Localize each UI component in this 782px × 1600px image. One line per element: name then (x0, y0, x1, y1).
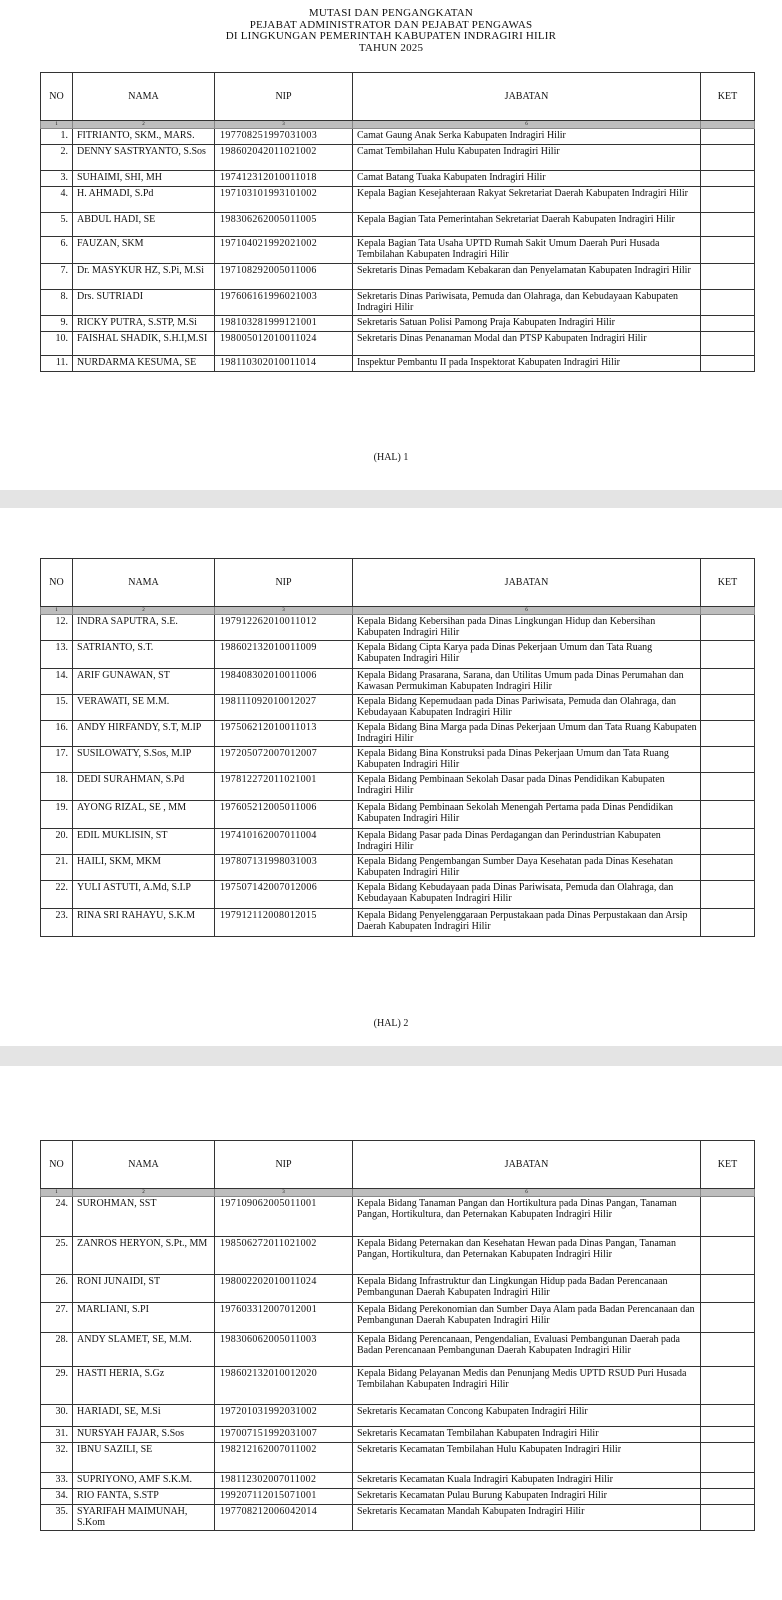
table-row (41, 356, 755, 372)
cell-jabatan: Sekretaris Kecamatan Pulau Burung Kabupaten Indragiri Hilir (353, 1489, 701, 1505)
cell-ket (701, 695, 755, 721)
cell-nama: SYARIFAH MAIMUNAH, S.Kom (73, 1505, 215, 1531)
table-row (41, 695, 755, 721)
cell-jabatan: Sekretaris Dinas Pariwisata, Pemuda dan Olahraga, dan Kebudayaan Kabupaten Indragiri Hilir (353, 290, 701, 316)
header-nama: NAMA (73, 559, 215, 607)
table-row (41, 747, 755, 773)
cell-ket (701, 801, 755, 829)
cell-nip: 197410162007011004 (215, 829, 353, 855)
cell-nip: 198002202010011024 (215, 1275, 353, 1303)
table-row (41, 129, 755, 145)
title-line-1: MUTASI DAN PENGANGKATAN (308, 7, 474, 19)
page-footer-1: (HAL) 1 (373, 452, 409, 463)
cell-nip: 197108292005011006 (215, 264, 353, 290)
header-row (41, 1141, 755, 1189)
cell-no: 26. (41, 1275, 73, 1303)
table-row (41, 316, 755, 332)
cell-ket (701, 316, 755, 332)
cell-nama: RICKY PUTRA, S.STP, M.Si (73, 316, 215, 332)
table-row (41, 187, 755, 213)
cell-no: 17. (41, 747, 73, 773)
cell-ket (701, 171, 755, 187)
cell-nip: 198602132010011009 (215, 641, 353, 669)
cell-ket (701, 1489, 755, 1505)
table-row (41, 145, 755, 171)
cell-jabatan: Kepala Bidang Prasarana, Sarana, dan Utilitas Umum pada Dinas Perumahan dan Kawasan Permukiman Kabupaten Indragiri Hilir (353, 669, 701, 695)
cell-nip: 197104021992021002 (215, 237, 353, 264)
cell-ket (701, 881, 755, 909)
cell-nama: SATRIANTO, S.T. (73, 641, 215, 669)
cell-ket (701, 1237, 755, 1275)
cell-no: 8. (41, 290, 73, 316)
cell-nip: 198506272011021002 (215, 1237, 353, 1275)
cell-nama: SUSILOWATY, S.Sos, M.IP (73, 747, 215, 773)
cell-nama: ANDY SLAMET, SE, M.M. (73, 1333, 215, 1367)
cell-ket (701, 187, 755, 213)
cell-no: 11. (41, 356, 73, 372)
cell-ket (701, 290, 755, 316)
cell-ket (701, 721, 755, 747)
cell-nama: NURSYAH FAJAR, S.Sos (73, 1427, 215, 1443)
column-number: 1 (41, 121, 73, 129)
table-row (41, 264, 755, 290)
column-number (701, 121, 755, 129)
cell-nip: 198103281999121001 (215, 316, 353, 332)
cell-no: 4. (41, 187, 73, 213)
cell-ket (701, 1275, 755, 1303)
cell-no: 12. (41, 615, 73, 641)
table-row (41, 1197, 755, 1237)
header-jabatan: JABATAN (353, 1141, 701, 1189)
cell-jabatan: Camat Batang Tuaka Kabupaten Indragiri Hilir (353, 171, 701, 187)
cell-jabatan: Kepala Bidang Kebudayaan pada Dinas Pariwisata, Pemuda dan Olahraga, dan Kebudayaan Kabupaten Indragiri Hilir (353, 881, 701, 909)
cell-no: 33. (41, 1473, 73, 1489)
cell-no: 1. (41, 129, 73, 145)
cell-ket (701, 237, 755, 264)
cell-nip: 198111092010012027 (215, 695, 353, 721)
cell-nip: 197201031992031002 (215, 1405, 353, 1427)
column-number-row (41, 607, 755, 615)
column-number: 1 (41, 1189, 73, 1197)
cell-nip: 197603312007012001 (215, 1303, 353, 1333)
column-number: 6 (353, 1189, 701, 1197)
document-title (0, 8, 782, 54)
cell-nip: 197205072007012007 (215, 747, 353, 773)
table-row (41, 1443, 755, 1473)
column-number: 3 (215, 121, 353, 129)
column-number: 1 (41, 607, 73, 615)
table-row (41, 213, 755, 237)
page-footer-2: (HAL) 2 (373, 1018, 409, 1029)
cell-nama: HARIADI, SE, M.Si (73, 1405, 215, 1427)
cell-jabatan: Sekretaris Dinas Penanaman Modal dan PTSP Kabupaten Indragiri Hilir (353, 332, 701, 356)
cell-jabatan: Kepala Bidang Perencanaan, Pengendalian, Evaluasi Pembangunan Daerah pada Badan Perencanaan Pembangunan Daerah Kabupaten Indragiri Hilir (353, 1333, 701, 1367)
table-row (41, 1237, 755, 1275)
table-row (41, 290, 755, 316)
table-row (41, 669, 755, 695)
cell-nip: 197506212010011013 (215, 721, 353, 747)
cell-jabatan: Kepala Bidang Kebersihan pada Dinas Lingkungan Hidup dan Kebersihan Kabupaten Indragiri Hilir (353, 615, 701, 641)
cell-ket (701, 1427, 755, 1443)
column-number (701, 607, 755, 615)
cell-ket (701, 1197, 755, 1237)
cell-nama: ABDUL HADI, SE (73, 213, 215, 237)
cell-nip: 198110302010011014 (215, 356, 353, 372)
header-row (41, 73, 755, 121)
title-line-3: DI LINGKUNGAN PEMERINTAH KABUPATEN INDRAGIRI HILIR (225, 30, 557, 42)
cell-ket (701, 1473, 755, 1489)
header-row (41, 559, 755, 607)
cell-nip: 198306262005011005 (215, 213, 353, 237)
cell-nip: 198005012010011024 (215, 332, 353, 356)
title-line-4: TAHUN 2025 (358, 41, 424, 54)
cell-ket (701, 615, 755, 641)
cell-nama: INDRA SAPUTRA, S.E. (73, 615, 215, 641)
column-number: 2 (73, 121, 215, 129)
cell-jabatan: Kepala Bidang Peternakan dan Kesehatan Hewan pada Dinas Pangan, Tanaman Pangan, Hortikultura, dan Peternakan Kabupaten Indragiri Hilir (353, 1237, 701, 1275)
cell-nip: 198602042011021002 (215, 145, 353, 171)
column-number: 6 (353, 607, 701, 615)
table-row (41, 1275, 755, 1303)
document-page-1 (0, 0, 782, 490)
cell-ket (701, 1367, 755, 1405)
cell-ket (701, 1443, 755, 1473)
cell-jabatan: Sekretaris Kecamatan Mandah Kabupaten Indragiri Hilir (353, 1505, 701, 1531)
cell-ket (701, 855, 755, 881)
cell-jabatan: Kepala Bidang Infrastruktur dan Lingkungan Hidup pada Badan Perencanaan Pembangunan Daerah Kabupaten Indragiri Hilir (353, 1275, 701, 1303)
page-separator (0, 490, 782, 508)
cell-nama: SUROHMAN, SST (73, 1197, 215, 1237)
page-separator (0, 1046, 782, 1066)
column-number: 6 (353, 121, 701, 129)
cell-nip: 197912262010011012 (215, 615, 353, 641)
cell-no: 14. (41, 669, 73, 695)
cell-nama: DEDI SURAHMAN, S.Pd (73, 773, 215, 801)
cell-jabatan: Sekretaris Kecamatan Tembilahan Hulu Kabupaten Indragiri Hilir (353, 1443, 701, 1473)
cell-nama: FAUZAN, SKM (73, 237, 215, 264)
cell-no: 13. (41, 641, 73, 669)
cell-nama: ANDY HIRFANDY, S.T, M.IP (73, 721, 215, 747)
cell-jabatan: Kepala Bidang Kepemudaan pada Dinas Pariwisata, Pemuda dan Olahraga, dan Kebudayaan Kabupaten Indragiri Hilir (353, 695, 701, 721)
cell-jabatan: Kepala Bidang Cipta Karya pada Dinas Pekerjaan Umum dan Tata Ruang Kabupaten Indragiri Hilir (353, 641, 701, 669)
cell-nip: 198602132010012020 (215, 1367, 353, 1405)
header-ket: KET (701, 73, 755, 121)
cell-ket (701, 909, 755, 937)
cell-nip: 198212162007011002 (215, 1443, 353, 1473)
table-row (41, 909, 755, 937)
cell-no: 16. (41, 721, 73, 747)
cell-nip: 198408302010011006 (215, 669, 353, 695)
cell-jabatan: Kepala Bidang Pelayanan Medis dan Penunjang Medis UPTD RSUD Puri Husada Tembilahan Kabupaten Indragiri Hilir (353, 1367, 701, 1405)
cell-ket (701, 145, 755, 171)
column-number (701, 1189, 755, 1197)
cell-nama: H. AHMADI, S.Pd (73, 187, 215, 213)
cell-nip: 197812272011021001 (215, 773, 353, 801)
cell-no: 32. (41, 1443, 73, 1473)
cell-nip: 197103101993101002 (215, 187, 353, 213)
cell-nama: FAISHAL SHADIK, S.H.I,M.SI (73, 332, 215, 356)
cell-ket (701, 669, 755, 695)
cell-nip: 198112302007011002 (215, 1473, 353, 1489)
cell-nip: 197912112008012015 (215, 909, 353, 937)
table-row (41, 881, 755, 909)
cell-nip: 198306062005011003 (215, 1333, 353, 1367)
cell-jabatan: Sekretaris Kecamatan Concong Kabupaten Indragiri Hilir (353, 1405, 701, 1427)
cell-no: 6. (41, 237, 73, 264)
cell-ket (701, 356, 755, 372)
cell-ket (701, 1505, 755, 1531)
cell-jabatan: Kepala Bagian Tata Usaha UPTD Rumah Sakit Umum Daerah Puri Husada Tembilahan Kabupaten Indragiri Hilir (353, 237, 701, 264)
cell-nip: 197007151992031007 (215, 1427, 353, 1443)
document-page-3 (0, 1066, 782, 1600)
cell-no: 24. (41, 1197, 73, 1237)
table-row (41, 332, 755, 356)
column-number: 2 (73, 607, 215, 615)
header-nama: NAMA (73, 73, 215, 121)
cell-jabatan: Kepala Bidang Penyelenggaraan Perpustakaan pada Dinas Perpustakaan dan Arsip Daerah Kabupaten Indragiri Hilir (353, 909, 701, 937)
cell-ket (701, 829, 755, 855)
cell-nip: 197708212006042014 (215, 1505, 353, 1531)
cell-nama: MARLIANI, S.PI (73, 1303, 215, 1333)
header-jabatan: JABATAN (353, 73, 701, 121)
cell-no: 23. (41, 909, 73, 937)
header-no: NO (41, 1141, 73, 1189)
table-row (41, 1505, 755, 1531)
cell-no: 27. (41, 1303, 73, 1333)
cell-nama: HAILI, SKM, MKM (73, 855, 215, 881)
cell-no: 31. (41, 1427, 73, 1443)
header-ket: KET (701, 559, 755, 607)
cell-no: 28. (41, 1333, 73, 1367)
cell-jabatan: Sekretaris Satuan Polisi Pamong Praja Kabupaten Indragiri Hilir (353, 316, 701, 332)
cell-no: 19. (41, 801, 73, 829)
cell-ket (701, 773, 755, 801)
cell-nip: 197605212005011006 (215, 801, 353, 829)
title-line-2: PEJABAT ADMINISTRATOR DAN PEJABAT PENGAWAS (249, 18, 533, 31)
cell-no: 10. (41, 332, 73, 356)
mutation-table-page-3 (40, 1140, 755, 1531)
cell-nama: Drs. SUTRIADI (73, 290, 215, 316)
header-nama: NAMA (73, 1141, 215, 1189)
cell-no: 20. (41, 829, 73, 855)
cell-nama: YULI ASTUTI, A.Md, S.I.P (73, 881, 215, 909)
header-jabatan: JABATAN (353, 559, 701, 607)
cell-nama: RONI JUNAIDI, ST (73, 1275, 215, 1303)
cell-ket (701, 129, 755, 145)
cell-no: 29. (41, 1367, 73, 1405)
cell-jabatan: Sekretaris Dinas Pemadam Kebakaran dan Penyelamatan Kabupaten Indragiri Hilir (353, 264, 701, 290)
cell-no: 2. (41, 145, 73, 171)
table-row (41, 641, 755, 669)
cell-jabatan: Kepala Bidang Perekonomian dan Sumber Daya Alam pada Badan Perencanaan dan Pembangunan Daerah Kabupaten Indragiri Hilir (353, 1303, 701, 1333)
cell-no: 5. (41, 213, 73, 237)
table-row (41, 1333, 755, 1367)
cell-nip: 197807131998031003 (215, 855, 353, 881)
cell-jabatan: Kepala Bidang Bina Konstruksi pada Dinas Pekerjaan Umum dan Tata Ruang Kabupaten Indragiri Hilir (353, 747, 701, 773)
cell-nama: DENNY SASTRYANTO, S.Sos (73, 145, 215, 171)
column-number: 3 (215, 1189, 353, 1197)
cell-no: 35. (41, 1505, 73, 1531)
cell-no: 9. (41, 316, 73, 332)
table-row (41, 1473, 755, 1489)
cell-nama: ZANROS HERYON, S.Pt., MM (73, 1237, 215, 1275)
cell-jabatan: Sekretaris Kecamatan Kuala Indragiri Kabupaten Indragiri Hilir (353, 1473, 701, 1489)
cell-nama: HASTI HERIA, S.Gz (73, 1367, 215, 1405)
cell-nip: 197109062005011001 (215, 1197, 353, 1237)
cell-jabatan: Kepala Bidang Bina Marga pada Dinas Pekerjaan Umum dan Tata Ruang Kabupaten Indragiri Hilir (353, 721, 701, 747)
cell-jabatan: Camat Gaung Anak Serka Kabupaten Indragiri Hilir (353, 129, 701, 145)
cell-jabatan: Inspektur Pembantu II pada Inspektorat Kabupaten Indragiri Hilir (353, 356, 701, 372)
header-no: NO (41, 73, 73, 121)
cell-no: 25. (41, 1237, 73, 1275)
cell-nama: FITRIANTO, SKM., MARS. (73, 129, 215, 145)
mutation-table-page-2 (40, 558, 755, 937)
cell-nama: NURDARMA KESUMA, SE (73, 356, 215, 372)
cell-nip: 197412312010011018 (215, 171, 353, 187)
cell-nip: 197606161996021003 (215, 290, 353, 316)
table-row (41, 171, 755, 187)
cell-nip: 199207112015071001 (215, 1489, 353, 1505)
table-row (41, 1303, 755, 1333)
table-row (41, 1367, 755, 1405)
table-row (41, 1489, 755, 1505)
cell-no: 3. (41, 171, 73, 187)
header-nip: NIP (215, 559, 353, 607)
header-nip: NIP (215, 1141, 353, 1189)
table-row (41, 1405, 755, 1427)
cell-jabatan: Kepala Bidang Pembinaan Sekolah Dasar pada Dinas Pendidikan Kabupaten Indragiri Hilir (353, 773, 701, 801)
table-row (41, 829, 755, 855)
cell-nama: SUHAIMI, SHI, MH (73, 171, 215, 187)
document-page-2 (0, 508, 782, 1046)
header-no: NO (41, 559, 73, 607)
table-row (41, 615, 755, 641)
cell-no: 21. (41, 855, 73, 881)
cell-nama: VERAWATI, SE M.M. (73, 695, 215, 721)
cell-nama: AYONG RIZAL, SE , MM (73, 801, 215, 829)
cell-jabatan: Sekretaris Kecamatan Tembilahan Kabupaten Indragiri Hilir (353, 1427, 701, 1443)
cell-nip: 197507142007012006 (215, 881, 353, 909)
cell-ket (701, 641, 755, 669)
cell-ket (701, 332, 755, 356)
cell-nama: RIO FANTA, S.STP (73, 1489, 215, 1505)
table-row (41, 773, 755, 801)
cell-jabatan: Kepala Bidang Tanaman Pangan dan Hortikultura pada Dinas Pangan, Tanaman Pangan, Hortikultura, dan Peternakan Kabupaten Indragiri Hilir (353, 1197, 701, 1237)
cell-ket (701, 1333, 755, 1367)
cell-no: 34. (41, 1489, 73, 1505)
column-number-row (41, 121, 755, 129)
cell-jabatan: Kepala Bidang Pengembangan Sumber Daya Kesehatan pada Dinas Kesehatan Kabupaten Indragiri Hilir (353, 855, 701, 881)
cell-no: 30. (41, 1405, 73, 1427)
cell-no: 18. (41, 773, 73, 801)
cell-jabatan: Kepala Bagian Tata Pemerintahan Sekretariat Daerah Kabupaten Indragiri Hilir (353, 213, 701, 237)
cell-jabatan: Kepala Bidang Pasar pada Dinas Perdagangan dan Perindustrian Kabupaten Indragiri Hilir (353, 829, 701, 855)
cell-no: 22. (41, 881, 73, 909)
table-row (41, 721, 755, 747)
cell-nama: SUPRIYONO, AMF S.K.M. (73, 1473, 215, 1489)
cell-ket (701, 264, 755, 290)
cell-ket (701, 1405, 755, 1427)
cell-nama: ARIF GUNAWAN, ST (73, 669, 215, 695)
table-row (41, 855, 755, 881)
cell-nama: EDIL MUKLISIN, ST (73, 829, 215, 855)
cell-ket (701, 747, 755, 773)
cell-nip: 197708251997031003 (215, 129, 353, 145)
header-ket: KET (701, 1141, 755, 1189)
cell-no: 15. (41, 695, 73, 721)
cell-nama: Dr. MASYKUR HZ, S.Pi, M.Si (73, 264, 215, 290)
cell-jabatan: Camat Tembilahan Hulu Kabupaten Indragiri Hilir (353, 145, 701, 171)
cell-ket (701, 213, 755, 237)
table-row (41, 801, 755, 829)
cell-jabatan: Kepala Bagian Kesejahteraan Rakyat Sekretariat Daerah Kabupaten Indragiri Hilir (353, 187, 701, 213)
header-nip: NIP (215, 73, 353, 121)
cell-no: 7. (41, 264, 73, 290)
table-row (41, 1427, 755, 1443)
cell-nama: RINA SRI RAHAYU, S.K.M (73, 909, 215, 937)
column-number-row (41, 1189, 755, 1197)
table-row (41, 237, 755, 264)
cell-nama: IBNU SAZILI, SE (73, 1443, 215, 1473)
column-number: 2 (73, 1189, 215, 1197)
mutation-table-page-1 (40, 72, 755, 372)
cell-ket (701, 1303, 755, 1333)
cell-jabatan: Kepala Bidang Pembinaan Sekolah Menengah Pertama pada Dinas Pendidikan Kabupaten Indragiri Hilir (353, 801, 701, 829)
column-number: 3 (215, 607, 353, 615)
